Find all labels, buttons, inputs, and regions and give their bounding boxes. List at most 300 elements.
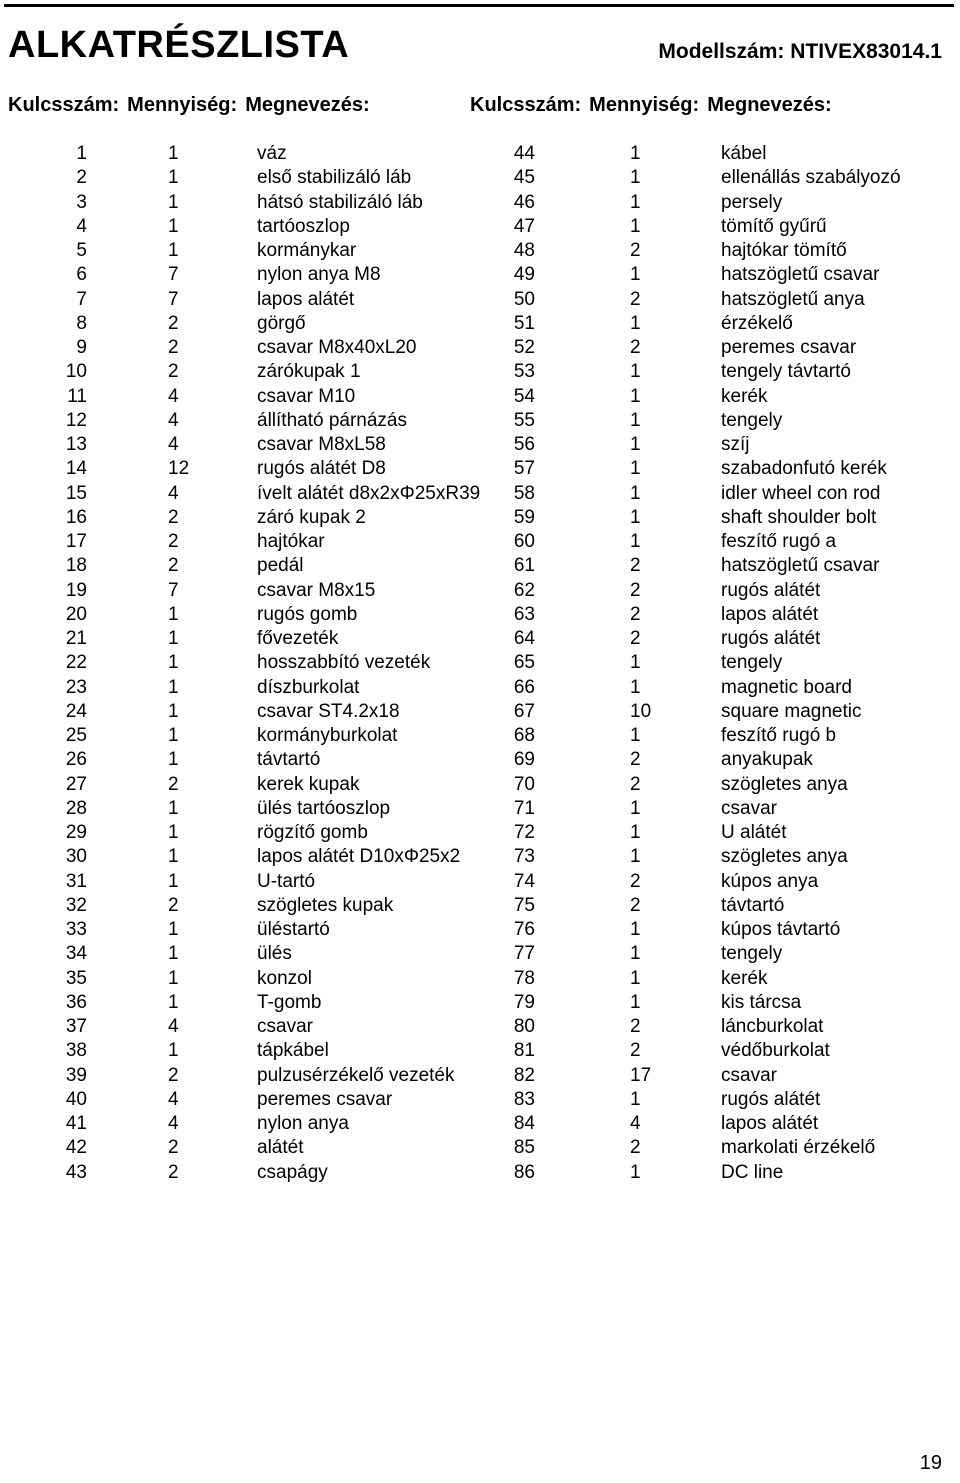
part-name-left: szögletes kupak [257, 894, 394, 916]
part-qty-right: 1 [630, 991, 641, 1013]
part-qty-left: 1 [168, 870, 179, 892]
part-qty-right: 1 [630, 531, 641, 552]
part-key-left: 38 [65, 1040, 87, 1062]
header-key-left: Kulcsszám: [8, 94, 120, 116]
part-key-right: 85 [513, 1137, 535, 1159]
part-name-right: U alátét [721, 822, 787, 843]
part-qty-right: 4 [630, 1113, 641, 1134]
part-qty-left: 2 [168, 312, 179, 334]
part-qty-left: 2 [168, 894, 179, 916]
part-name-right: kúpos távtartó [721, 919, 841, 940]
part-key-left: 27 [65, 773, 87, 795]
part-name-right: hajtókar tömítő [721, 240, 847, 261]
part-qty-left: 2 [168, 531, 179, 552]
part-qty-right: 1 [630, 312, 641, 334]
part-name-right: kábel [721, 143, 767, 164]
part-qty-right: 1 [630, 919, 641, 940]
part-key-left: 10 [65, 361, 87, 383]
part-qty-left: 1 [168, 700, 179, 722]
part-key-left: 33 [65, 919, 87, 940]
part-name-left: ívelt alátét d8x2xΦ25xR39 [257, 482, 481, 504]
part-name-left: állítható párnázás [257, 409, 407, 431]
part-name-right: távtartó [721, 894, 785, 916]
part-name-left: lapos alátét D10xΦ25x2 [257, 846, 461, 868]
part-name-left: csavar ST4.2x18 [257, 700, 400, 722]
part-qty-right: 2 [630, 337, 641, 358]
part-name-right: védőburkolat [721, 1040, 830, 1062]
part-name-right: tengely [721, 652, 783, 674]
part-qty-right: 17 [630, 1064, 652, 1086]
parts-row [0, 894, 960, 918]
part-name-left: kormánykar [257, 240, 357, 261]
part-key-left: 7 [76, 288, 87, 310]
parts-row [0, 651, 960, 675]
part-key-right: 86 [513, 1161, 535, 1183]
parts-row [0, 579, 960, 603]
part-key-right: 55 [513, 409, 535, 431]
parts-row [0, 676, 960, 700]
part-name-left: csavar M8x15 [257, 579, 376, 601]
parts-row [0, 506, 960, 530]
part-key-left: 41 [65, 1113, 87, 1134]
part-name-right: tengely [721, 409, 783, 431]
part-qty-right: 2 [630, 579, 641, 601]
part-name-right: kis tárcsa [721, 991, 802, 1013]
part-qty-left: 1 [168, 603, 179, 625]
part-qty-left: 2 [168, 1161, 179, 1183]
parts-row [0, 942, 960, 966]
part-name-left: első stabilizáló láb [257, 167, 412, 189]
part-qty-left: 2 [168, 1064, 179, 1086]
part-name-left: díszburkolat [257, 676, 360, 698]
part-key-right: 78 [513, 967, 535, 989]
part-key-left: 5 [76, 240, 87, 261]
column-headers-right [470, 94, 832, 117]
part-name-right: érzékelő [721, 312, 793, 334]
part-name-left: pedál [257, 555, 304, 577]
parts-row [0, 603, 960, 627]
part-qty-right: 1 [630, 943, 641, 965]
parts-row [0, 239, 960, 263]
parts-row [0, 821, 960, 845]
part-qty-left: 2 [168, 337, 179, 358]
part-qty-right: 1 [630, 458, 641, 480]
part-qty-left: 4 [168, 1088, 179, 1110]
part-name-left: T-gomb [257, 991, 322, 1013]
part-qty-left: 4 [168, 1113, 179, 1134]
part-name-left: görgő [257, 312, 306, 334]
part-qty-left: 1 [168, 240, 179, 261]
part-key-right: 76 [513, 919, 535, 940]
part-qty-right: 2 [630, 603, 641, 625]
part-name-left: váz [257, 143, 287, 164]
part-qty-left: 2 [168, 555, 179, 577]
parts-row [0, 991, 960, 1015]
part-key-right: 82 [513, 1064, 535, 1086]
parts-row [0, 700, 960, 724]
part-name-left: rögzítő gomb [257, 822, 368, 843]
part-key-left: 42 [65, 1137, 87, 1159]
parts-row [0, 773, 960, 797]
part-qty-right: 1 [630, 652, 641, 674]
part-name-right: lapos alátét [721, 1113, 819, 1134]
part-qty-right: 2 [630, 288, 641, 310]
part-qty-right: 2 [630, 773, 641, 795]
part-name-left: lapos alátét [257, 288, 355, 310]
part-key-left: 31 [65, 870, 87, 892]
part-key-left: 15 [65, 482, 87, 504]
part-key-left: 4 [76, 215, 87, 237]
parts-row [0, 845, 960, 869]
part-name-right: magnetic board [721, 676, 852, 698]
part-key-left: 21 [65, 628, 87, 649]
part-qty-left: 1 [168, 1040, 179, 1062]
parts-row [0, 797, 960, 821]
part-key-right: 45 [513, 167, 535, 189]
part-key-left: 35 [65, 967, 87, 989]
part-name-left: csavar M10 [257, 385, 356, 407]
parts-row [0, 263, 960, 287]
part-qty-right: 1 [630, 1161, 641, 1183]
part-key-right: 48 [513, 240, 535, 261]
parts-row [0, 482, 960, 506]
part-name-right: tengely [721, 943, 783, 965]
column-headers-left [8, 94, 370, 117]
part-name-right: idler wheel con rod [721, 482, 881, 504]
part-name-right: DC line [721, 1161, 784, 1183]
part-qty-right: 1 [630, 434, 641, 455]
part-key-left: 9 [76, 337, 87, 358]
part-qty-right: 1 [630, 361, 641, 383]
part-name-left: csavar [257, 1016, 313, 1037]
part-name-left: konzol [257, 967, 312, 989]
part-name-left: csavar M8x40xL20 [257, 337, 417, 358]
part-key-right: 54 [513, 385, 535, 407]
part-qty-left: 1 [168, 652, 179, 674]
part-key-right: 44 [513, 143, 535, 164]
part-name-right: hatszögletű anya [721, 288, 865, 310]
part-qty-left: 4 [168, 409, 179, 431]
part-key-right: 56 [513, 434, 535, 455]
part-qty-right: 1 [630, 846, 641, 868]
part-key-right: 61 [513, 555, 535, 577]
part-key-left: 37 [65, 1016, 87, 1037]
parts-row [0, 336, 960, 360]
part-name-right: shaft shoulder bolt [721, 506, 877, 528]
part-name-right: anyakupak [721, 749, 813, 771]
part-key-left: 26 [65, 749, 87, 771]
part-qty-right: 1 [630, 482, 641, 504]
part-qty-left: 12 [168, 458, 190, 480]
part-key-right: 83 [513, 1088, 535, 1110]
part-qty-right: 1 [630, 385, 641, 407]
part-qty-left: 7 [168, 288, 179, 310]
part-qty-left: 1 [168, 749, 179, 771]
part-name-left: rugós gomb [257, 603, 358, 625]
part-key-right: 81 [513, 1040, 535, 1062]
part-name-left: hátsó stabilizáló láb [257, 191, 423, 213]
part-name-right: tengely távtartó [721, 361, 851, 383]
part-name-right: lapos alátét [721, 603, 819, 625]
parts-row [0, 385, 960, 409]
part-name-right: hatszögletű csavar [721, 264, 880, 286]
part-name-left: zárókupak 1 [257, 361, 361, 383]
part-name-right: rugós alátét [721, 579, 821, 601]
page-number: 19 [919, 1452, 942, 1474]
part-key-left: 29 [65, 822, 87, 843]
part-name-right: rugós alátét [721, 1088, 821, 1110]
part-qty-right: 10 [630, 700, 652, 722]
part-qty-right: 1 [630, 191, 641, 213]
part-qty-left: 4 [168, 385, 179, 407]
part-name-right: láncburkolat [721, 1016, 824, 1037]
part-key-left: 23 [65, 676, 87, 698]
part-qty-right: 1 [630, 143, 641, 164]
part-name-right: kúpos anya [721, 870, 819, 892]
part-key-left: 2 [76, 167, 87, 189]
header-name-left: Megnevezés: [245, 94, 370, 116]
part-name-right: szíj [721, 434, 750, 455]
part-name-right: feszítő rugó b [721, 725, 837, 746]
part-key-left: 6 [76, 264, 87, 286]
part-qty-left: 4 [168, 1016, 179, 1037]
part-key-right: 72 [513, 822, 535, 843]
part-name-left: fővezeték [257, 628, 339, 649]
parts-row [0, 166, 960, 190]
part-name-left: nylon anya M8 [257, 264, 381, 286]
part-key-right: 53 [513, 361, 535, 383]
part-key-right: 49 [513, 264, 535, 286]
parts-row [0, 627, 960, 651]
part-key-right: 63 [513, 603, 535, 625]
part-key-right: 57 [513, 458, 535, 480]
part-name-right: feszítő rugó a [721, 531, 837, 552]
part-qty-left: 1 [168, 725, 179, 746]
part-key-left: 1 [76, 143, 87, 164]
part-key-right: 58 [513, 482, 535, 504]
part-key-left: 36 [65, 991, 87, 1013]
part-qty-right: 2 [630, 555, 641, 577]
part-name-right: ellenállás szabályozó [721, 167, 901, 189]
part-key-right: 59 [513, 506, 535, 528]
part-qty-left: 1 [168, 167, 179, 189]
part-name-right: szögletes anya [721, 773, 848, 795]
part-qty-left: 1 [168, 215, 179, 237]
parts-row [0, 288, 960, 312]
part-key-left: 14 [65, 458, 87, 480]
part-key-right: 68 [513, 725, 535, 746]
parts-row [0, 191, 960, 215]
part-qty-right: 2 [630, 749, 641, 771]
part-name-right: szabadonfutó kerék [721, 458, 887, 480]
part-key-right: 51 [513, 312, 535, 334]
part-key-left: 25 [65, 725, 87, 746]
parts-row [0, 554, 960, 578]
part-name-left: csapágy [257, 1161, 328, 1183]
page-title: ALKATRÉSZLISTA [8, 24, 350, 66]
part-qty-left: 7 [168, 264, 179, 286]
part-name-right: markolati érzékelő [721, 1137, 876, 1159]
part-qty-right: 1 [630, 215, 641, 237]
part-qty-left: 1 [168, 919, 179, 940]
part-qty-right: 2 [630, 1040, 641, 1062]
part-name-left: ülés tartóoszlop [257, 797, 391, 819]
parts-row [0, 457, 960, 481]
part-qty-left: 7 [168, 579, 179, 601]
part-name-left: kerek kupak [257, 773, 360, 795]
part-name-right: peremes csavar [721, 337, 857, 358]
part-qty-left: 1 [168, 846, 179, 868]
parts-row [0, 1015, 960, 1039]
part-name-left: kormányburkolat [257, 725, 398, 746]
part-key-left: 12 [65, 409, 87, 431]
parts-row [0, 312, 960, 336]
part-key-right: 46 [513, 191, 535, 213]
part-key-left: 17 [65, 531, 87, 552]
parts-row [0, 1161, 960, 1185]
part-name-left: tápkábel [257, 1040, 329, 1062]
part-key-right: 75 [513, 894, 535, 916]
part-key-left: 34 [65, 943, 87, 965]
parts-row [0, 1064, 960, 1088]
part-qty-left: 1 [168, 991, 179, 1013]
part-key-right: 62 [513, 579, 535, 601]
part-key-left: 39 [65, 1064, 87, 1086]
part-qty-right: 1 [630, 264, 641, 286]
part-key-left: 22 [65, 652, 87, 674]
part-name-left: nylon anya [257, 1113, 349, 1134]
part-key-right: 69 [513, 749, 535, 771]
part-qty-left: 4 [168, 434, 179, 455]
part-qty-right: 2 [630, 240, 641, 261]
parts-row [0, 433, 960, 457]
part-key-left: 40 [65, 1088, 87, 1110]
parts-row [0, 1136, 960, 1160]
part-key-right: 47 [513, 215, 535, 237]
part-key-right: 77 [513, 943, 535, 965]
part-name-left: peremes csavar [257, 1088, 393, 1110]
part-qty-left: 1 [168, 628, 179, 649]
part-key-left: 24 [65, 700, 87, 722]
part-qty-left: 1 [168, 797, 179, 819]
part-qty-left: 2 [168, 1137, 179, 1159]
part-key-left: 43 [65, 1161, 87, 1183]
parts-row [0, 530, 960, 554]
part-qty-right: 1 [630, 967, 641, 989]
parts-list [0, 142, 960, 1185]
part-qty-left: 2 [168, 506, 179, 528]
part-name-left: üléstartó [257, 919, 330, 940]
part-name-left: alátét [257, 1137, 304, 1159]
part-qty-right: 1 [630, 725, 641, 746]
part-qty-right: 2 [630, 870, 641, 892]
part-key-right: 74 [513, 870, 535, 892]
header-name-right: Megnevezés: [707, 94, 832, 116]
part-qty-right: 2 [630, 894, 641, 916]
part-key-left: 19 [65, 579, 87, 601]
part-qty-right: 1 [630, 409, 641, 431]
part-key-right: 65 [513, 652, 535, 674]
parts-row [0, 870, 960, 894]
top-rule [4, 4, 954, 7]
part-key-left: 13 [65, 434, 87, 455]
parts-row [0, 748, 960, 772]
part-key-left: 8 [76, 312, 87, 334]
part-name-right: persely [721, 191, 783, 213]
part-name-left: csavar M8xL58 [257, 434, 386, 455]
part-key-right: 80 [513, 1016, 535, 1037]
part-key-left: 3 [76, 191, 87, 213]
part-qty-right: 1 [630, 822, 641, 843]
part-qty-left: 2 [168, 361, 179, 383]
part-name-left: hosszabbító vezeték [257, 652, 431, 674]
parts-row [0, 215, 960, 239]
parts-row [0, 1039, 960, 1063]
part-key-right: 71 [513, 797, 535, 819]
model-number: Modellszám: NTIVEX83014.1 [658, 40, 942, 63]
part-key-left: 16 [65, 506, 87, 528]
part-key-right: 60 [513, 531, 535, 552]
header-qty-left: Mennyiség: [127, 94, 238, 116]
parts-row [0, 967, 960, 991]
part-key-right: 64 [513, 628, 535, 649]
part-key-right: 79 [513, 991, 535, 1013]
part-key-left: 30 [65, 846, 87, 868]
part-qty-left: 1 [168, 191, 179, 213]
part-qty-left: 2 [168, 773, 179, 795]
part-name-right: tömítő gyűrű [721, 215, 827, 237]
part-qty-right: 2 [630, 1137, 641, 1159]
part-name-left: hajtókar [257, 531, 325, 552]
part-name-right: szögletes anya [721, 846, 848, 868]
part-key-left: 11 [67, 385, 87, 407]
part-name-left: U-tartó [257, 870, 316, 892]
part-name-right: rugós alátét [721, 628, 821, 649]
part-qty-left: 1 [168, 676, 179, 698]
part-qty-left: 1 [168, 822, 179, 843]
part-name-left: pulzusérzékelő vezeték [257, 1064, 455, 1086]
part-name-right: csavar [721, 1064, 777, 1086]
part-name-left: távtartó [257, 749, 321, 771]
part-name-left: rugós alátét D8 [257, 458, 386, 480]
part-key-right: 84 [513, 1113, 535, 1134]
parts-row [0, 360, 960, 384]
parts-row [0, 724, 960, 748]
header-key-right: Kulcsszám: [470, 94, 582, 116]
part-key-right: 50 [513, 288, 535, 310]
part-key-right: 66 [513, 676, 535, 698]
part-qty-right: 2 [630, 628, 641, 649]
part-name-right: csavar [721, 797, 777, 819]
parts-row [0, 142, 960, 166]
part-qty-right: 1 [630, 1088, 641, 1110]
part-qty-right: 1 [630, 797, 641, 819]
part-key-right: 67 [513, 700, 535, 722]
part-qty-left: 1 [168, 143, 179, 164]
part-qty-right: 1 [630, 506, 641, 528]
part-name-right: hatszögletű csavar [721, 555, 880, 577]
part-key-left: 18 [65, 555, 87, 577]
part-key-left: 20 [65, 603, 87, 625]
part-name-left: tartóoszlop [257, 215, 350, 237]
parts-row [0, 1088, 960, 1112]
part-key-right: 73 [513, 846, 535, 868]
part-qty-right: 2 [630, 1016, 641, 1037]
part-name-right: kerék [721, 385, 768, 407]
part-qty-left: 1 [168, 943, 179, 965]
part-name-right: square magnetic [721, 700, 862, 722]
parts-row [0, 1112, 960, 1136]
